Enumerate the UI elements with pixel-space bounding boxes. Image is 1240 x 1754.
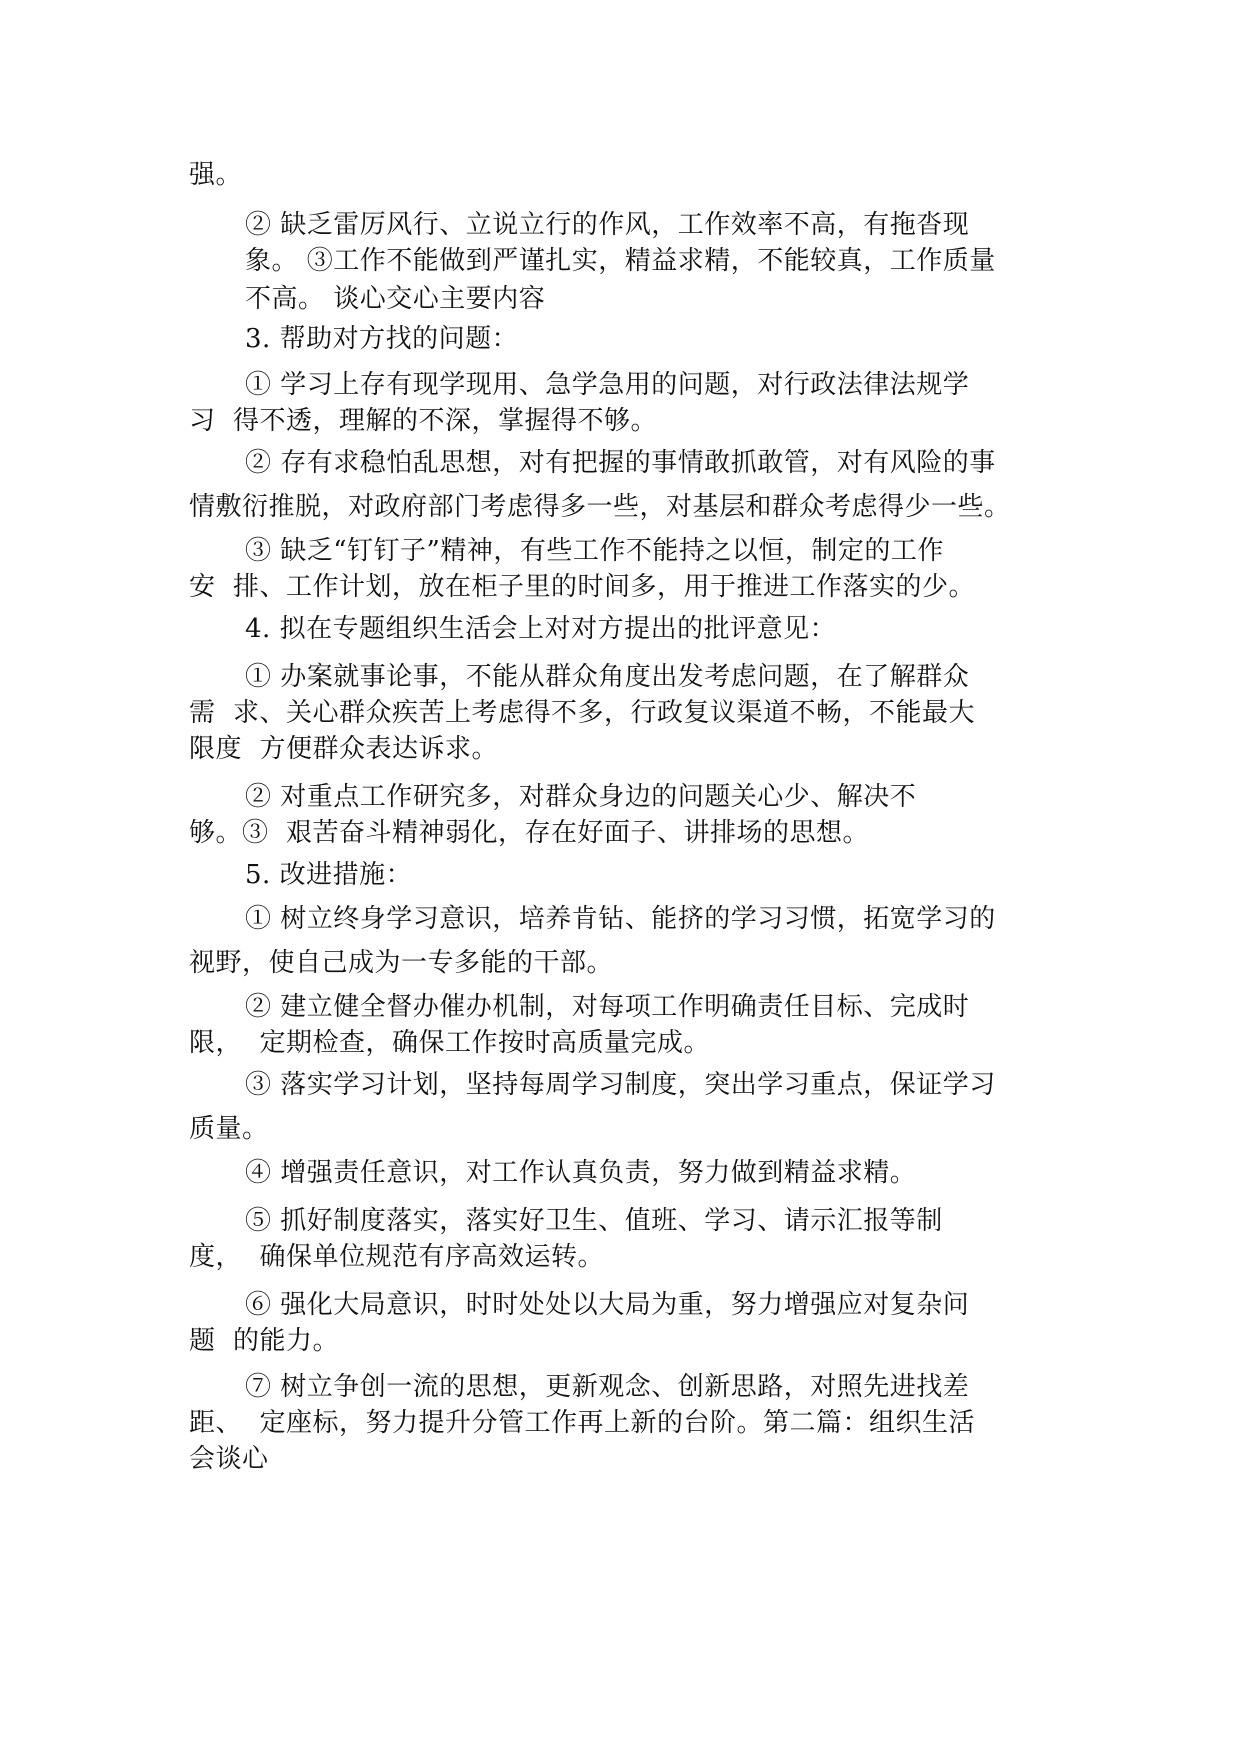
text-line: ② 对重点工作研究多，对群众身边的问题关心少、解决不	[245, 782, 917, 812]
text-line: 够。③ 艰苦奋斗精神弱化，存在好面子、讲排场的思想。	[189, 818, 870, 848]
text-line: 习 得不透，理解的不深，掌握得不够。	[189, 406, 658, 436]
text-line: 象。 ③工作不能做到严谨扎实，精益求精，不能较真，工作质量	[245, 246, 996, 276]
text-line: 限， 定期检查，确保工作按时高质量完成。	[189, 1028, 711, 1058]
text-line: ⑤ 抓好制度落实，落实好卫生、值班、学习、请示汇报等制	[245, 1206, 943, 1236]
text-line: 质量。	[189, 1114, 269, 1144]
text-line: 不高。 谈心交心主要内容	[245, 284, 546, 314]
text-line: 需 求、关心群众疾苦上考虑得不多，行政复议渠道不畅，不能最大	[189, 698, 976, 728]
text-line: 情敷衍推脱，对政府部门考虑得多一些，对基层和群众考虑得少一些。	[189, 492, 1011, 522]
section-heading: 5. 改进措施：	[245, 860, 413, 890]
text-line: ③ 缺乏“钉钉子”精神，有些工作不能持之以恒，制定的工作	[245, 536, 944, 566]
text-line: 距、 定座标，努力提升分管工作再上新的台阶。第二篇：组织生活	[189, 1408, 976, 1438]
text-line: 视野，使自己成为一专多能的干部。	[189, 948, 614, 978]
text-line: 限度 方便群众表达诉求。	[189, 734, 499, 764]
text-line: ② 存有求稳怕乱思想，对有把握的事情敢抓敢管，对有风险的事	[245, 448, 996, 478]
text-line: 会谈心	[189, 1444, 269, 1474]
text-line: 度， 确保单位规范有序高效运转。	[189, 1242, 605, 1272]
text-line: ④ 增强责任意识，对工作认真负责，努力做到精益求精。	[245, 1158, 917, 1188]
text-line: 安 排、工作计划，放在柜子里的时间多，用于推进工作落实的少。	[189, 572, 976, 602]
text-line: ② 缺乏雷厉风行、立说立行的作风，工作效率不高，有拖沓现	[245, 210, 970, 240]
text-line: ① 学习上存有现学现用、急学急用的问题，对行政法律法规学	[245, 370, 970, 400]
text-line: ⑥ 强化大局意识，时时处处以大局为重，努力增强应对复杂问	[245, 1290, 970, 1320]
text-line: 题 的能力。	[189, 1326, 340, 1356]
text-line: ③ 落实学习计划，坚持每周学习制度，突出学习重点，保证学习	[245, 1070, 996, 1100]
section-heading: 3. 帮助对方找的问题：	[245, 324, 519, 354]
text-line: ② 建立健全督办催办机制，对每项工作明确责任目标、完成时	[245, 992, 970, 1022]
text-line: 强。	[189, 160, 243, 190]
text-line: ① 树立终身学习意识，培养肯钻、能挤的学习习惯，拓宽学习的	[245, 904, 996, 934]
text-line: ⑦ 树立争创一流的思想，更新观念、创新思路，对照先进找差	[245, 1372, 970, 1402]
section-heading: 4. 拟在专题组织生活会上对对方提出的批评意见：	[245, 614, 837, 644]
text-line: ① 办案就事论事，不能从群众角度出发考虑问题，在了解群众	[245, 662, 970, 692]
